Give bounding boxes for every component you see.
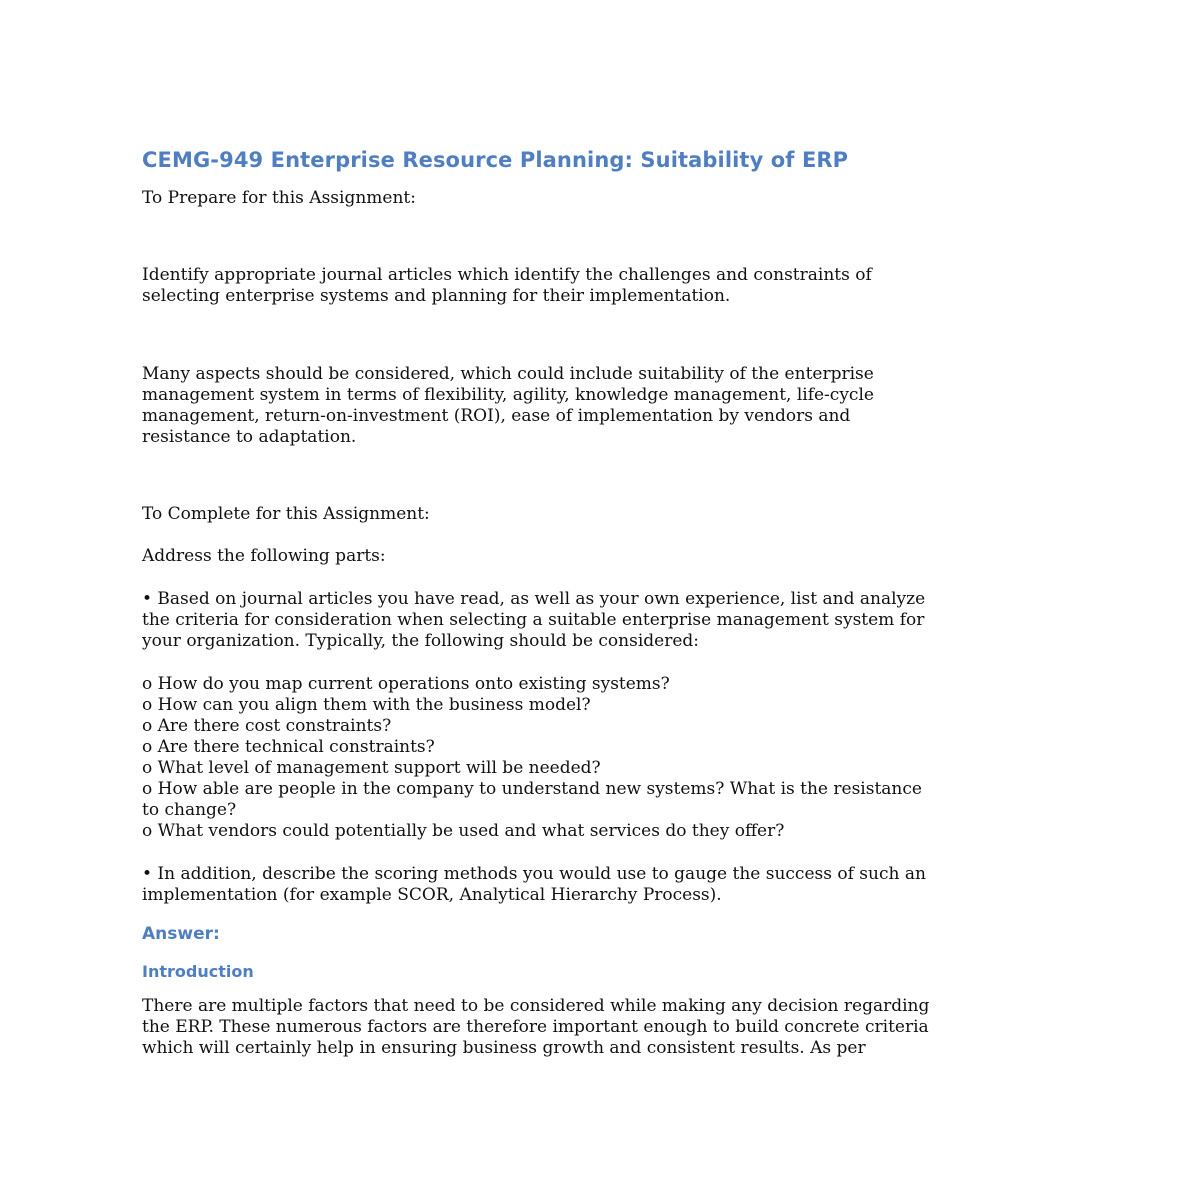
prepare-heading: To Prepare for this Assignment: [142,188,416,208]
bullet-criteria: • Based on journal articles you have read, as well as your own experience, list and analyze the criteria for consideration when selecting a suitable enterprise management system for your organization. Typically, the following should be considered: [142,589,926,651]
list-item: o How able are people in the company to understand new systems? What is the resistance to change? [142,779,922,820]
introduction-paragraph: There are multiple factors that need to be considered while making any decision regarding the ERP. These numerous factors are therefore important enough to build concrete criteria which will certainly help in ensuring business growth and consistent results. As per [142,996,930,1058]
list-item: o What vendors could potentially be used and what services do they offer? [142,821,785,841]
prepare-paragraph-1: Identify appropriate journal articles which identify the challenges and constraints of selecting enterprise systems and planning for their implementation. [142,265,872,306]
sub-question-list [142,674,1072,842]
introduction-heading: Introduction [142,962,254,981]
answer-heading: Answer: [142,924,220,944]
document-title: CEMG-949 Enterprise Resource Planning: Suitability of ERP [142,148,849,172]
document-body [142,146,1072,1059]
complete-heading: To Complete for this Assignment: [142,504,430,524]
list-item: o Are there technical constraints? [142,737,435,757]
list-item: o Are there cost constraints? [142,716,392,736]
list-item: o What level of management support will be needed? [142,758,601,778]
list-item: o How do you map current operations onto existing systems? [142,674,670,694]
prepare-paragraph-2: Many aspects should be considered, which could include suitability of the enterprise management system in terms of flexibility, agility, knowledge management, life-cycle management, return-on-investment (ROI), ease of implementation by vendors and resistance to adaptation. [142,364,874,447]
bullet-scoring: • In addition, describe the scoring methods you would use to gauge the success of such an implementation (for example SCOR, Analytical Hierarchy Process). [142,864,926,905]
list-item: o How can you align them with the business model? [142,695,591,715]
address-line: Address the following parts: [142,546,386,566]
